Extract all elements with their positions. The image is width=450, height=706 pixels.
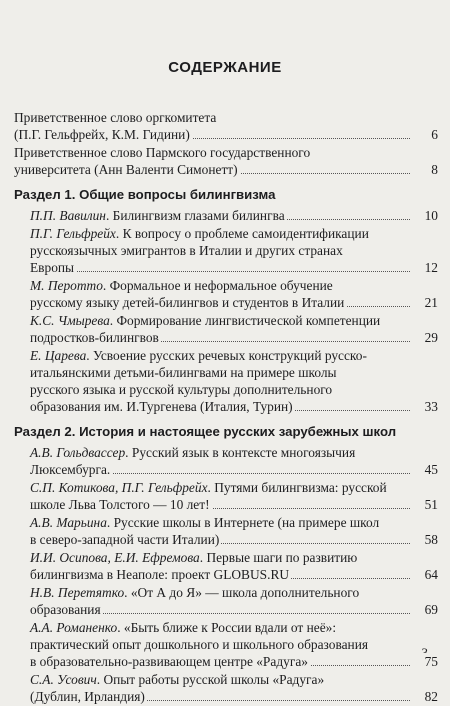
entry-title-text: . «От А до Я» — школа дополнительного (124, 585, 360, 600)
entry-title-text: образования (30, 602, 101, 617)
entry-page-number: 29 (422, 329, 438, 346)
toc-entry-line (30, 277, 440, 294)
entry-title-text: . Первые шаги по развитию (199, 550, 358, 565)
entry-page-number: 21 (422, 294, 438, 311)
entry-author: Н.В. Перетятко (30, 585, 125, 600)
toc-entry-line (30, 671, 440, 688)
entry-author: С.П. Котикова, П.Г. Гельфрейх (30, 480, 208, 495)
toc-entry-line (30, 347, 440, 364)
toc-entry-line (30, 531, 440, 548)
entry-title-text: . «Быть ближе к России вдали от неё»: (117, 620, 337, 635)
entry-author: Е. Царева (30, 348, 87, 363)
entry-title-text: билингвизма в Неаполе: проект GLOBUS.RU (30, 567, 290, 582)
entry-title-text: итальянскими детьми-билингвами на примере школы (30, 365, 337, 380)
toc-entry-line (30, 636, 440, 653)
entry-author: А.В. Марьина (30, 515, 107, 530)
entry-title-text: Люксембурга. (30, 462, 111, 477)
toc-entry[interactable] (30, 479, 440, 513)
entry-title-text: русского языка и русской культуры дополнительного (30, 382, 333, 397)
toc-entry[interactable] (30, 207, 440, 224)
toc-entry[interactable] (30, 347, 440, 415)
toc-entry-line (30, 294, 440, 311)
entry-title-text: Европы (30, 260, 75, 275)
entry-title-text: в образовательно-развивающем центре «Радуга» (30, 654, 308, 669)
toc-entry-line (30, 207, 440, 224)
toc-entry[interactable] (14, 109, 440, 143)
toc-entry-line (30, 225, 440, 242)
toc-entry-line (30, 444, 440, 461)
entry-title-text: . Формальное и неформальное обучение (102, 278, 333, 293)
entry-page-number: 10 (422, 207, 438, 224)
toc-entry-line (14, 126, 440, 143)
entry-page-number: 6 (428, 126, 438, 143)
toc-entry-line (30, 601, 440, 618)
entry-title-text: русскоязычных эмигрантов в Италии и других странах (30, 243, 343, 258)
toc-entry-line (30, 312, 440, 329)
entry-page-number: 33 (422, 398, 438, 415)
toc-entry-line (14, 144, 440, 161)
toc-entry-line (30, 398, 440, 415)
page-title: СОДЕРЖАНИЕ (168, 59, 282, 76)
toc-entry-line (30, 461, 440, 478)
entry-page-number: 82 (422, 688, 438, 705)
toc-entry-line (30, 584, 440, 601)
toc-entry-line (30, 364, 440, 381)
entry-title-text: русскому языку детей-билингвов и студентов в Италии (30, 295, 345, 310)
toc-entry-line (14, 109, 440, 126)
entry-author: С.А. Усович (30, 672, 97, 687)
toc-entry-line (30, 514, 440, 531)
toc-entry[interactable] (30, 277, 440, 311)
toc-entry[interactable] (30, 549, 440, 583)
entry-page-number: 8 (428, 161, 438, 178)
toc-entry[interactable] (30, 312, 440, 346)
entry-page-number: 12 (422, 259, 438, 276)
entry-title-text: (Дублин, Ирландия) (30, 689, 145, 704)
entry-title-text: . Русские школы в Интернете (на примере школ (106, 515, 380, 530)
toc-entry[interactable] (30, 671, 440, 705)
entry-title-text: . К вопросу о проблеме самоидентификации (115, 226, 369, 241)
toc-entry-line (30, 653, 440, 670)
entry-page-number: 64 (422, 566, 438, 583)
toc-entry-line (30, 619, 440, 636)
entry-title-text: . Опыт работы русской школы «Радуга» (96, 672, 325, 687)
toc-entry-line (30, 329, 440, 346)
entry-author: П.Г. Гельфрейх (30, 226, 116, 241)
entry-title-text: . Усвоение русских речевых конструкций русско- (86, 348, 367, 363)
entry-page-number: 45 (422, 461, 438, 478)
toc-entry-line (30, 566, 440, 583)
toc-entry[interactable] (30, 514, 440, 548)
entry-title-text: . Русский язык в контексте многоязычия (125, 445, 356, 460)
entry-author: К.С. Чмырева (30, 313, 110, 328)
entry-title-text: школе Льва Толстого — 10 лет! (30, 497, 210, 512)
toc-entry[interactable] (14, 144, 440, 178)
entry-author: И.И. Осипова, Е.И. Ефремова (30, 550, 200, 565)
section-heading: Раздел 2. История и настоящее русских зарубежных школ (14, 424, 397, 439)
entry-author: А.В. Гольдвассер (30, 445, 126, 460)
toc-entry-line (30, 242, 440, 259)
entry-title-text: подростков-билингвов (30, 330, 159, 345)
dot-leader (30, 271, 410, 272)
entry-author: А.А. Романенко (30, 620, 118, 635)
entry-page-number: 58 (422, 531, 438, 548)
toc-entry-line (30, 479, 440, 496)
entry-title-text: Приветственное слово оргкомитета (14, 110, 217, 125)
toc-entry[interactable] (30, 444, 440, 478)
entry-author: П.П. Вавилин (30, 208, 106, 223)
entry-title-text: . Формирование лингвистической компетенции (109, 313, 381, 328)
entry-page-number: 51 (422, 496, 438, 513)
toc-entry-line (14, 161, 440, 178)
toc-entry-line (30, 259, 440, 276)
entry-title-text: (П.Г. Гельфрейх, К.М. Гидини) (14, 127, 190, 142)
entry-title-text: . Путями билингвизма: русской (207, 480, 387, 495)
entry-title-text: Приветственное слово Пармского государственного (14, 145, 311, 160)
entry-page-number: 69 (422, 601, 438, 618)
toc-entry-line (30, 381, 440, 398)
toc-entry-line (30, 688, 440, 705)
entry-title-text: университета (Анн Валенти Симонетт) (14, 162, 238, 177)
entry-title-text: образования им. И.Тургенева (Италия, Турин) (30, 399, 293, 414)
toc-entry[interactable] (30, 584, 440, 618)
toc-entry-line (30, 549, 440, 566)
entry-title-text: в северо-западной части Италии) (30, 532, 220, 547)
entry-page-number: 75 (422, 653, 438, 670)
section-heading: Раздел 1. Общие вопросы билингвизма (14, 187, 276, 202)
toc-entry-line (30, 496, 440, 513)
toc-entry[interactable] (30, 619, 440, 670)
entry-title-text: . Билингвизм глазами билингва (105, 208, 285, 223)
entry-author: М. Перотто (30, 278, 103, 293)
entry-title-text: практический опыт дошкольного и школьного образования (30, 637, 369, 652)
toc-entry[interactable] (30, 225, 440, 276)
